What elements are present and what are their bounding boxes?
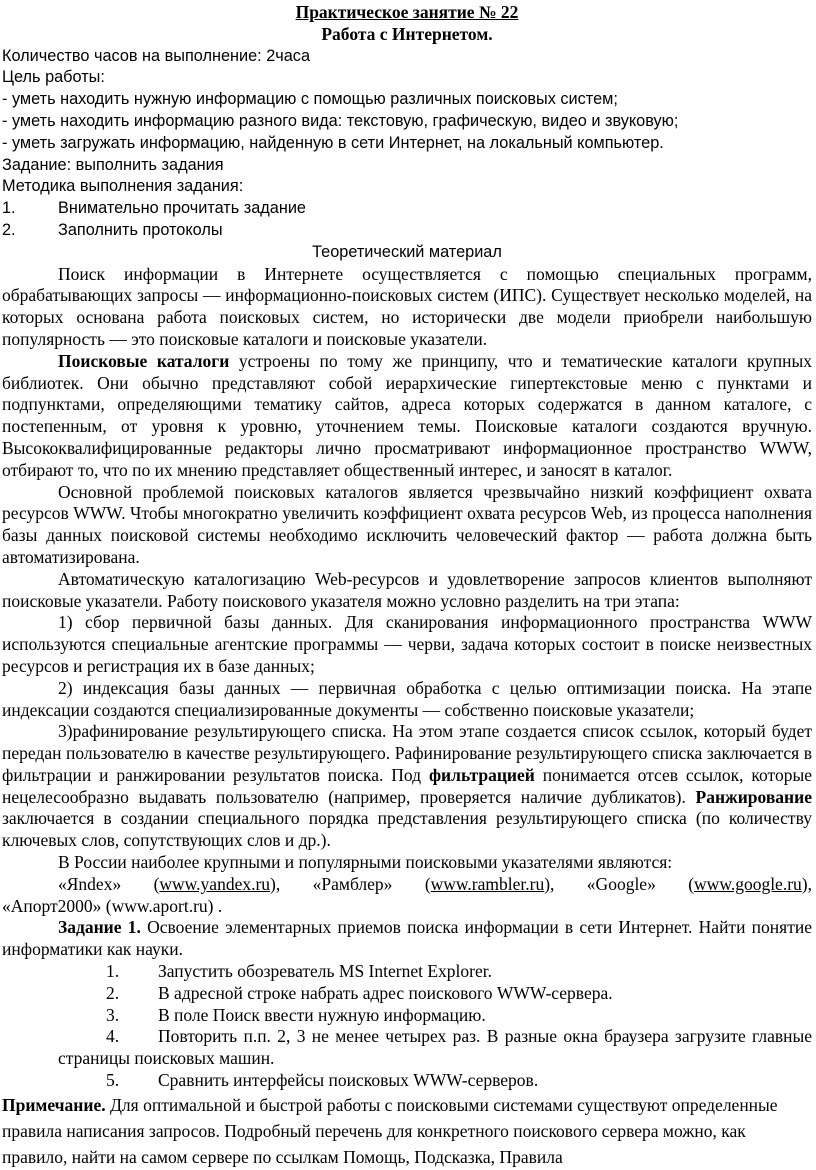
term-filtering: фильтрацией bbox=[428, 764, 535, 785]
goal-label: Цель работы: bbox=[2, 68, 105, 87]
intro-section bbox=[2, 46, 812, 264]
task-step bbox=[58, 983, 812, 1005]
goal-item: - уметь находить нужную информацию с помощью различных поисковых систем; bbox=[2, 90, 618, 109]
paragraph-text: понимается отсев ссылок, которые нецелесообразно выдавать пользователю (например, проверяется наличие дубликатов). bbox=[2, 764, 812, 807]
stage-paragraph: 2) индексация базы данных — первичная обработка с целью оптимизации поиска. На этапе индексации создаются специализированные документы — собственно поисковые указатели; bbox=[2, 677, 812, 720]
theory-heading: Теоретический материал bbox=[312, 242, 502, 261]
stage-paragraph: 1) сбор первичной базы данных. Для сканирования информационного пространства WWW используются специальные агентские программы — черви, задача которых состоит в поиске неизвестных ресурсов и регистрация их в базе данных; bbox=[2, 612, 812, 676]
step-text: Сравнить интерфейсы поисковых WWW-серверов. bbox=[158, 1070, 539, 1091]
yandex-link[interactable]: www.yandex.ru bbox=[159, 873, 271, 894]
engine-name: «Яndex» ( bbox=[58, 873, 160, 894]
engine-name: ), «Рамблер» ( bbox=[270, 873, 431, 894]
page-subtitle: Работа с Интернетом. bbox=[321, 23, 493, 44]
step-text: Запустить обозреватель MS Internet Explorer. bbox=[158, 961, 492, 982]
term-catalogs: Поисковые каталоги bbox=[58, 350, 230, 371]
note-text: Для оптимальной и быстрой работы с поисковыми системами существуют определенные правила написания запросов. Подробный перечень для конкретного поискового сервера можно, как правило, найти на самом сервере по ссылкам Помощь, Подсказка, Правила bbox=[2, 1094, 778, 1167]
task1-text: Освоение элементарных приемов поиска информации в сети Интернет. Найти понятие информатики как науки. bbox=[2, 917, 812, 960]
step-number: 4. bbox=[106, 1026, 120, 1047]
task-line: Задание: выполнить задания bbox=[2, 155, 224, 174]
step-text: Заполнить протоколы bbox=[58, 220, 223, 239]
theory-paragraph: Автоматическую каталогизацию Web-ресурсов и удовлетворение запросов клиентов выполняют поисковые указатели. Работу поискового указателя можно условно разделить на три этапа: bbox=[2, 568, 812, 611]
step-number: 2. bbox=[106, 982, 120, 1003]
task-step bbox=[58, 961, 812, 983]
engine-name: ), «Google» ( bbox=[544, 873, 695, 894]
theory-paragraph: Поиск информации в Интернете осуществляется с помощью специальных программ, обрабатывающих запросы — информационно-поисковых систем (ИПС). Существует несколько моделей, на которых основана работа поисковых систем, но исторически две модели приобрели наибольшую популярность — это поисковые каталоги и поисковые указатели. bbox=[2, 263, 812, 349]
goal-item: - уметь находить информацию разного вида: текстовую, графическую, видео и звуковую; bbox=[2, 111, 679, 130]
step-number: 5. bbox=[106, 1070, 120, 1091]
step-number: 2. bbox=[2, 220, 16, 239]
step-number: 1. bbox=[2, 199, 16, 218]
step-text: Внимательно прочитать задание bbox=[58, 199, 306, 218]
step-number: 1. bbox=[106, 961, 120, 982]
step-text: В адресной строке набрать адрес поискового WWW-сервера. bbox=[158, 982, 613, 1003]
task-step bbox=[58, 1070, 812, 1092]
theory-paragraph bbox=[2, 351, 812, 482]
note-paragraph bbox=[2, 1092, 812, 1170]
task1-paragraph bbox=[2, 917, 812, 961]
paragraph-text: 3)рафинирование результирующего списка. На этом этапе создается список ссылок, который будет передан пользователю в качестве результирующего. Рафинирование результирующего списка заключается в фильтрации и ранжировании результатов поиска. Под bbox=[2, 721, 812, 785]
hours-line: Количество часов на выполнение: 2часа bbox=[2, 46, 310, 65]
engine-name: ), bbox=[801, 873, 812, 894]
task-step bbox=[58, 1005, 812, 1027]
step-text: В поле Поиск ввести нужную информацию. bbox=[158, 1004, 486, 1025]
theory-paragraph: Основной проблемой поисковых каталогов является чрезвычайно низкий коэффициент охвата ресурсов WWW. Чтобы многократно увеличить коэффициент охвата ресурсов Web, из процесса наполнения базы данных поисковой системы необходимо исключить человеческий фактор — работа должна быть автоматизирована. bbox=[2, 481, 812, 567]
step-number: 3. bbox=[106, 1004, 120, 1025]
page-title: Практическое занятие № 22 bbox=[295, 2, 519, 22]
task-step bbox=[58, 1026, 812, 1070]
theory-paragraph: В России наиболее крупными и популярными поисковыми указателями являются: bbox=[58, 852, 673, 873]
term-ranking: Ранжирование bbox=[695, 786, 812, 807]
method-label: Методика выполнения задания: bbox=[2, 177, 244, 196]
google-link[interactable]: www.google.ru bbox=[694, 873, 802, 894]
step-text: Повторить п.п. 2, 3 не менее четырех раз. В разные окна браузера загрузите главные страницы поисковых машин. bbox=[58, 1026, 812, 1069]
paragraph-text: заключается в создании специального порядка представления результирующего списка (по количеству ключевых слов, сопутствующих слов и др.). bbox=[2, 808, 812, 851]
goal-item: - уметь загружать информацию, найденную в сети Интернет, на локальный компьютер. bbox=[2, 133, 664, 152]
note-label: Примечание. bbox=[2, 1094, 106, 1115]
stage-paragraph bbox=[2, 721, 812, 852]
aport-line: «Апорт2000» (www.aport.ru) . bbox=[2, 895, 223, 916]
task1-steps bbox=[2, 961, 812, 1092]
method-step bbox=[2, 198, 812, 220]
task1-label: Задание 1. bbox=[58, 917, 141, 938]
rambler-link[interactable]: www.rambler.ru bbox=[430, 873, 545, 894]
search-engines-list bbox=[2, 874, 812, 896]
paragraph-text: устроены по тому же принципу, что и тематические каталоги крупных библиотек. Они обычно представляют собой иерархические гипертекстовые меню с пунктами и подпунктами, определяющими тематику сайтов, адреса которых содержатся в данном каталоге, с постепенным, от уровня к уровню, уточнением темы. Поисковые каталоги создаются вручную. Высококвалифицированные редакторы лично просматривают информационное пространство WWW, отбирают то, что по их мнению представляет общественный интерес, и заносят в каталог. bbox=[2, 350, 812, 480]
method-step bbox=[2, 220, 812, 242]
